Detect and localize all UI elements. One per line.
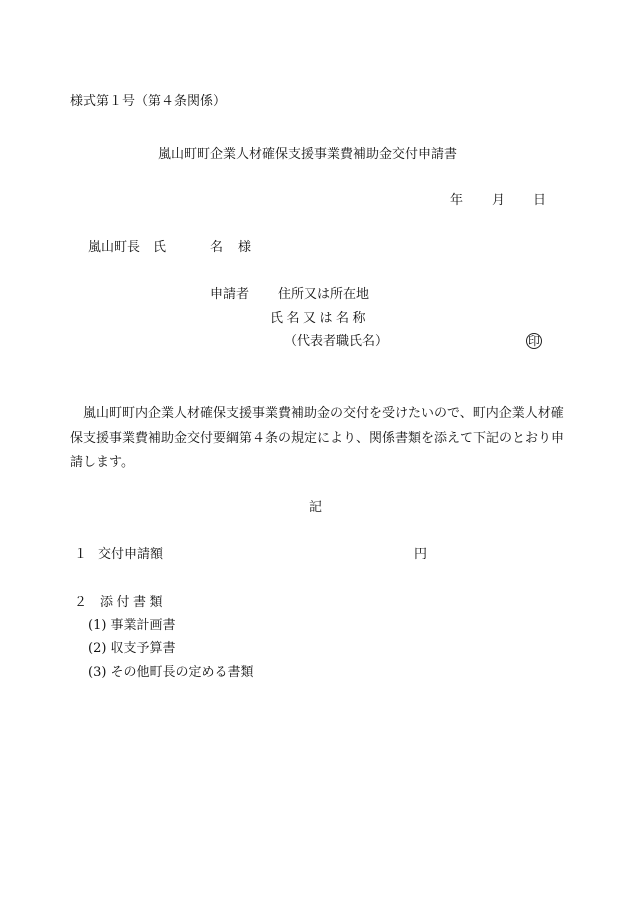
item2-number: ２ [74,595,88,610]
addressee-mei: 名 [210,240,224,255]
form-number: 様式第１号（第４条関係） [70,94,227,109]
date-day-label: 日 [533,193,547,208]
date-month-label: 月 [492,193,506,208]
applicant-representative-label: （代表者職氏名） [284,334,389,349]
applicant-label: 申請者 [210,287,250,302]
attachment-item: (2) 収支予算書 [88,641,176,656]
addressee-name: 嵐山町長 [88,240,141,255]
applicant-name-label: 氏名又は名称 [270,311,370,326]
document-title: 嵐山町町企業人材確保支援事業費補助金交付申請書 [158,147,458,162]
addressee-honorific: 様 [238,240,252,255]
applicant-address-label: 住所又は所在地 [278,287,370,302]
item1-unit: 円 [414,547,428,562]
attachment-item: (1) 事業計画書 [88,618,176,633]
item1-number: １ [74,547,88,562]
item1-label: 交付申請額 [98,547,164,562]
attachment-item: (3) その他町長の定める書類 [88,665,254,680]
body-paragraph: 嵐山町町内企業人材確保支援事業費補助金の交付を受けたいので、町内企業人材確保支援事業費補助金交付要綱第４条の規定により、関係書類を添えて下記のとおり申請します。 [70,406,565,470]
item2-label: 添付書類 [100,595,167,610]
ki-heading: 記 [309,500,323,515]
addressee-shi: 氏 [153,240,167,255]
date-year-label: 年 [450,193,464,208]
seal-mark: 印 [527,334,540,348]
